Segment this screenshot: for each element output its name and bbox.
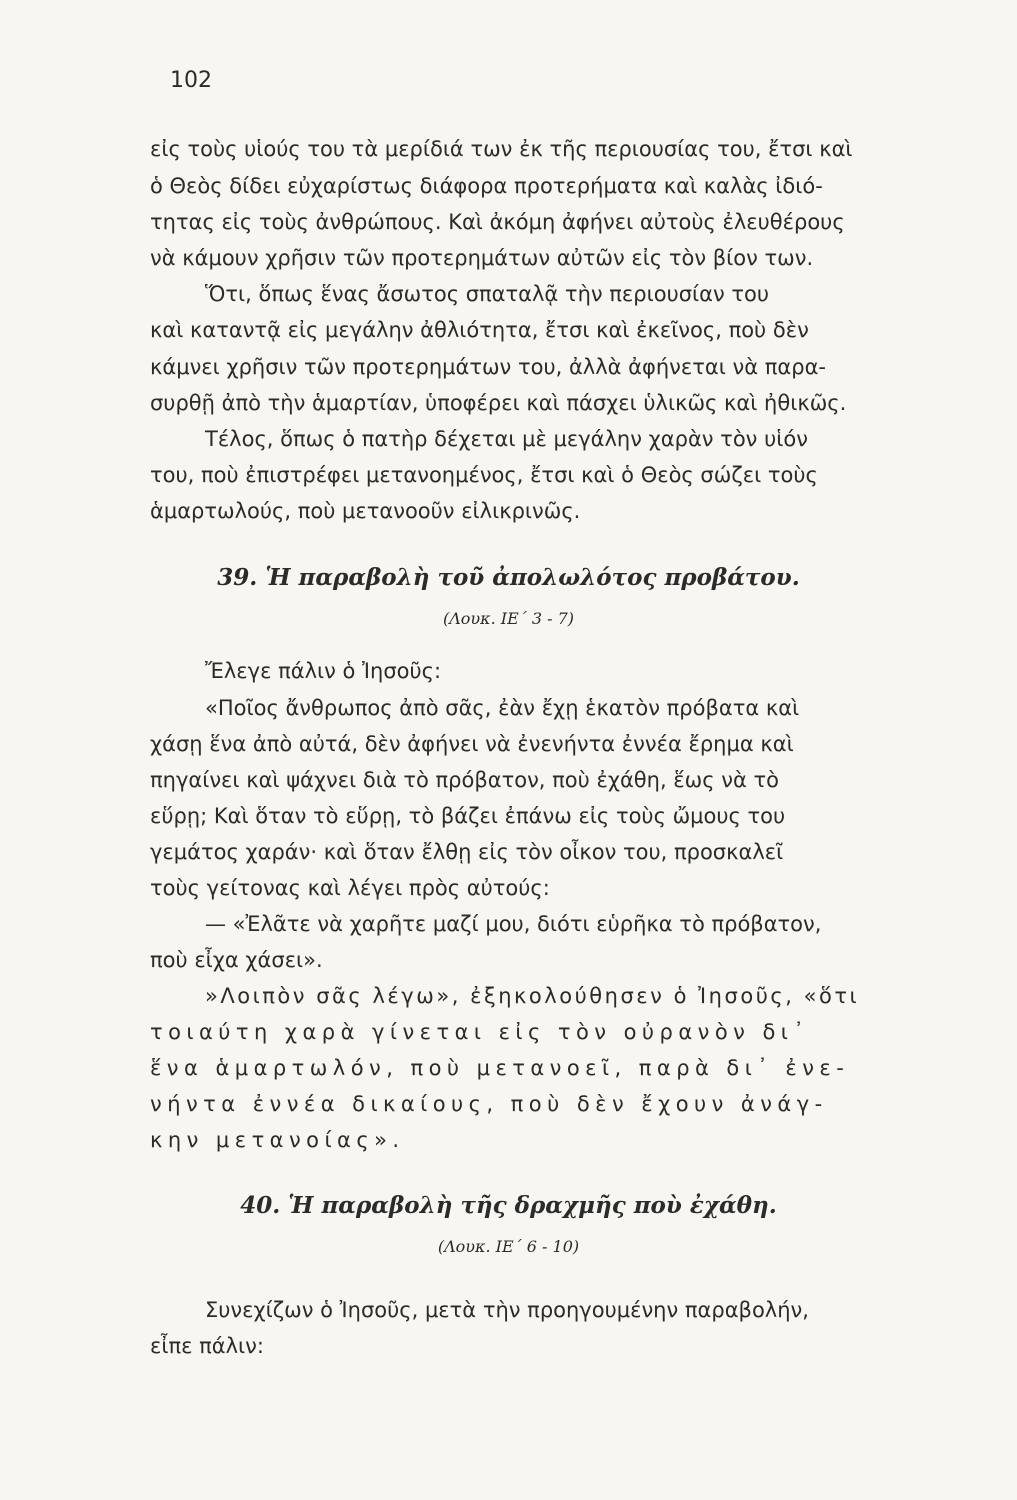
text-line: κάμνει χρῆσιν τῶν προτερημάτων του, ἀλλὰ ἀφήνεται νὰ παρα- (150, 355, 827, 379)
section-heading-39: 39. Ἡ παραβολὴ τοῦ ἀπολωλότος προβάτου. (217, 564, 800, 591)
text-line: εἶπε πάλιν: (150, 1334, 264, 1358)
section-reference-39: (Λουκ. ΙΕ΄ 3 - 7) (442, 609, 575, 628)
text-line: νὰ κάμουν χρῆσιν τῶν προτερημάτων αὐτῶν εἰς τὸν βίον των. (150, 246, 814, 270)
text-line: ὁ Θεὸς δίδει εὐχαρίστως διάφορα προτερήματα καὶ καλὰς ἰδιό- (150, 174, 823, 198)
text-line: ἕνα ἁμαρτωλόν, ποὺ μετανοεῖ, παρὰ δι᾽ ἐνε- (150, 1056, 850, 1080)
text-line: τοιαύτη χαρὰ γίνεται εἰς τὸν οὐρανὸν δι᾽ (150, 1020, 810, 1044)
text-line: Ἔλεγε πάλιν ὁ Ἰησοῦς: (205, 659, 442, 683)
text-line: «Ποῖος ἄνθρωπος ἀπὸ σᾶς, ἐὰν ἔχῃ ἑκατὸν πρόβατα καὶ (205, 696, 800, 720)
text-line: εὕρῃ; Καὶ ὅταν τὸ εὕρῃ, τὸ βάζει ἐπάνω εἰς τοὺς ὤμους του (150, 804, 786, 828)
text-line: »Λοιπὸν σᾶς λέγω», ἐξηκολούθησεν ὁ Ἰησοῦς, «ὅτι (205, 984, 860, 1008)
text-line: γεμάτος χαράν· καὶ ὅταν ἔλθῃ εἰς τὸν οἶκον του, προσκαλεῖ (150, 840, 784, 864)
text-line: εἰς τοὺς υἱούς του τὰ μερίδιά των ἐκ τῆς περιουσίας του, ἔτσι καὶ (150, 137, 853, 161)
page-number: 102 (170, 68, 212, 93)
text-line: κην μετανοίας». (150, 1128, 405, 1152)
text-line: — «Ἐλᾶτε νὰ χαρῆτε μαζί μου, διότι εὑρῆκα τὸ πρόβατον, (205, 912, 822, 936)
text-line: Συνεχίζων ὁ Ἰησοῦς, μετὰ τὴν προηγουμένην παραβολήν, (205, 1298, 809, 1322)
text-line: νήντα ἐννέα δικαίους, ποὺ δὲν ἔχουν ἀνάγ- (150, 1092, 828, 1116)
text-line: τοὺς γείτονας καὶ λέγει πρὸς αὐτούς: (150, 876, 550, 900)
text-line: ἁμαρτωλούς, ποὺ μετανοοῦν εἰλικρινῶς. (150, 499, 581, 523)
text-line: ποὺ εἶχα χάσει». (150, 948, 323, 972)
text-line: καὶ καταντᾷ εἰς μεγάλην ἀθλιότητα, ἔτσι καὶ ἐκεῖνος, ποὺ δὲν (150, 318, 809, 342)
text-line: του, ποὺ ἐπιστρέφει μετανοημένος, ἔτσι καὶ ὁ Θεὸς σώζει τοὺς (150, 463, 818, 487)
text-line: χάσῃ ἕνα ἀπὸ αὐτά, δὲν ἀφήνει νὰ ἐνενήντα ἐννέα ἔρημα καὶ (150, 732, 794, 756)
text-line: Τέλος, ὅπως ὁ πατὴρ δέχεται μὲ μεγάλην χαρὰν τὸν υἱόν (205, 427, 808, 451)
section-heading-40: 40. Ἡ παραβολὴ τῆς δραχμῆς ποὺ ἐχάθη. (240, 1192, 777, 1219)
text-line: συρθῇ ἀπὸ τὴν ἁμαρτίαν, ὑποφέρει καὶ πάσχει ὑλικῶς καὶ ἠθικῶς. (150, 391, 847, 415)
text-line: τητας εἰς τοὺς ἀνθρώπους. Καὶ ἀκόμη ἀφήνει αὐτοὺς ἐλευθέρους (150, 210, 845, 234)
text-line: Ὅτι, ὅπως ἕνας ἄσωτος σπαταλᾷ τὴν περιουσίαν του (205, 282, 770, 306)
section-reference-40: (Λουκ. ΙΕ΄ 6 - 10) (437, 1237, 580, 1256)
text-line: πηγαίνει καὶ ψάχνει διὰ τὸ πρόβατον, ποὺ ἐχάθη, ἕως νὰ τὸ (150, 768, 779, 792)
